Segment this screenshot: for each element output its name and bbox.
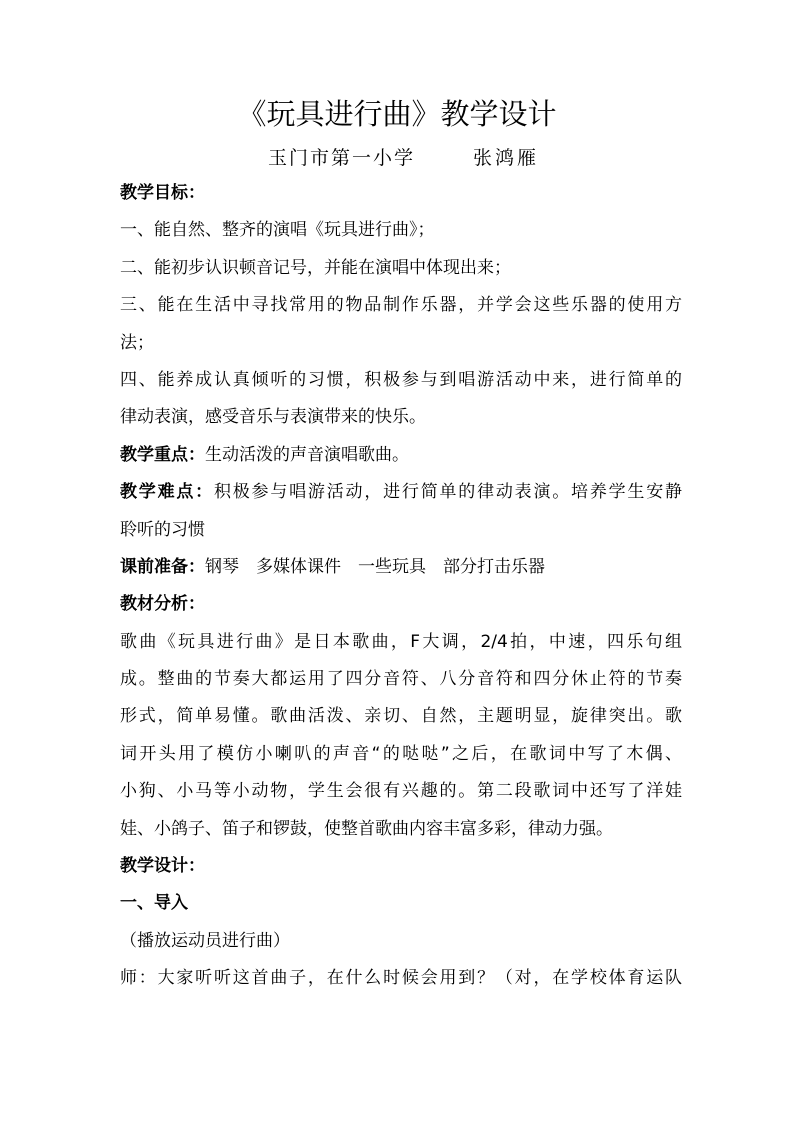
analysis-line: 娃、小鸽子、笛子和锣鼓，使整首歌曲内容丰富多彩，律动力强。 xyxy=(120,818,613,839)
section-heading: 一、导入 xyxy=(120,893,188,914)
school-name: 玉门市第一小学 xyxy=(268,147,416,169)
objective-item-line: 四、能养成认真倾听的习惯，积极参与到唱游活动中来，进行简单的 xyxy=(120,369,682,390)
difficulty-paragraph xyxy=(120,474,682,511)
author-name: 张鸿雁 xyxy=(473,147,540,169)
objective-item-line: 法； xyxy=(120,332,154,353)
section-note: （播放运动员进行曲） xyxy=(120,930,290,951)
teacher-line: 师：大家听听这首曲子，在什么时候会用到？（对，在学校体育运队 xyxy=(120,968,682,989)
key-point-text: 生动活泼的声音演唱歌曲。 xyxy=(205,444,409,465)
objective-item: 二、能初步认识顿音记号，并能在演唱中体现出来； xyxy=(120,257,511,278)
difficulty-text: 积极参与唱游活动，进行简单的律动表演。培养学生安静 xyxy=(213,482,683,503)
analysis-line: 词开头用了模仿小喇叭的声音“的哒哒”之后，在歌词中写了木偶、 xyxy=(120,743,682,764)
analysis-line: 歌曲《玩具进行曲》是日本歌曲，F大调，2/4拍，中速，四乐句组 xyxy=(120,631,682,652)
analysis-line: 成。整曲的节奏大都运用了四分音符、八分音符和四分休止符的节奏 xyxy=(120,669,682,690)
document-title: 《玩具进行曲》教学设计 xyxy=(237,97,557,131)
analysis-line: 形式，简单易懂。歌曲活泼、亲切、自然，主题明显，旋律突出。歌 xyxy=(120,706,682,727)
prep-paragraph xyxy=(120,549,682,586)
difficulty-label: 教学难点： xyxy=(120,482,214,503)
key-point-label: 教学重点： xyxy=(120,444,205,465)
objective-item-line: 三、能在生活中寻找常用的物品制作乐器，并学会这些乐器的使用方 xyxy=(120,295,682,316)
objective-item-line: 律动表演，感受音乐与表演带来的快乐。 xyxy=(120,407,426,428)
design-heading: 教学设计： xyxy=(120,856,205,877)
analysis-heading: 教材分析： xyxy=(120,594,205,615)
analysis-line: 小狗、小马等小动物，学生会很有兴趣的。第二段歌词中还写了洋娃 xyxy=(120,781,682,802)
prep-label: 课前准备： xyxy=(120,556,205,577)
difficulty-text-line: 聆听的习惯 xyxy=(120,519,205,540)
key-point-paragraph xyxy=(120,437,682,474)
objectives-heading: 教学目标： xyxy=(120,183,205,203)
prep-text: 钢琴 多媒体课件 一些玩具 部分打击乐器 xyxy=(205,556,545,577)
document-body xyxy=(120,175,682,998)
document-byline xyxy=(268,144,539,172)
objective-item: 一、能自然、整齐的演唱《玩具进行曲》； xyxy=(120,220,435,241)
